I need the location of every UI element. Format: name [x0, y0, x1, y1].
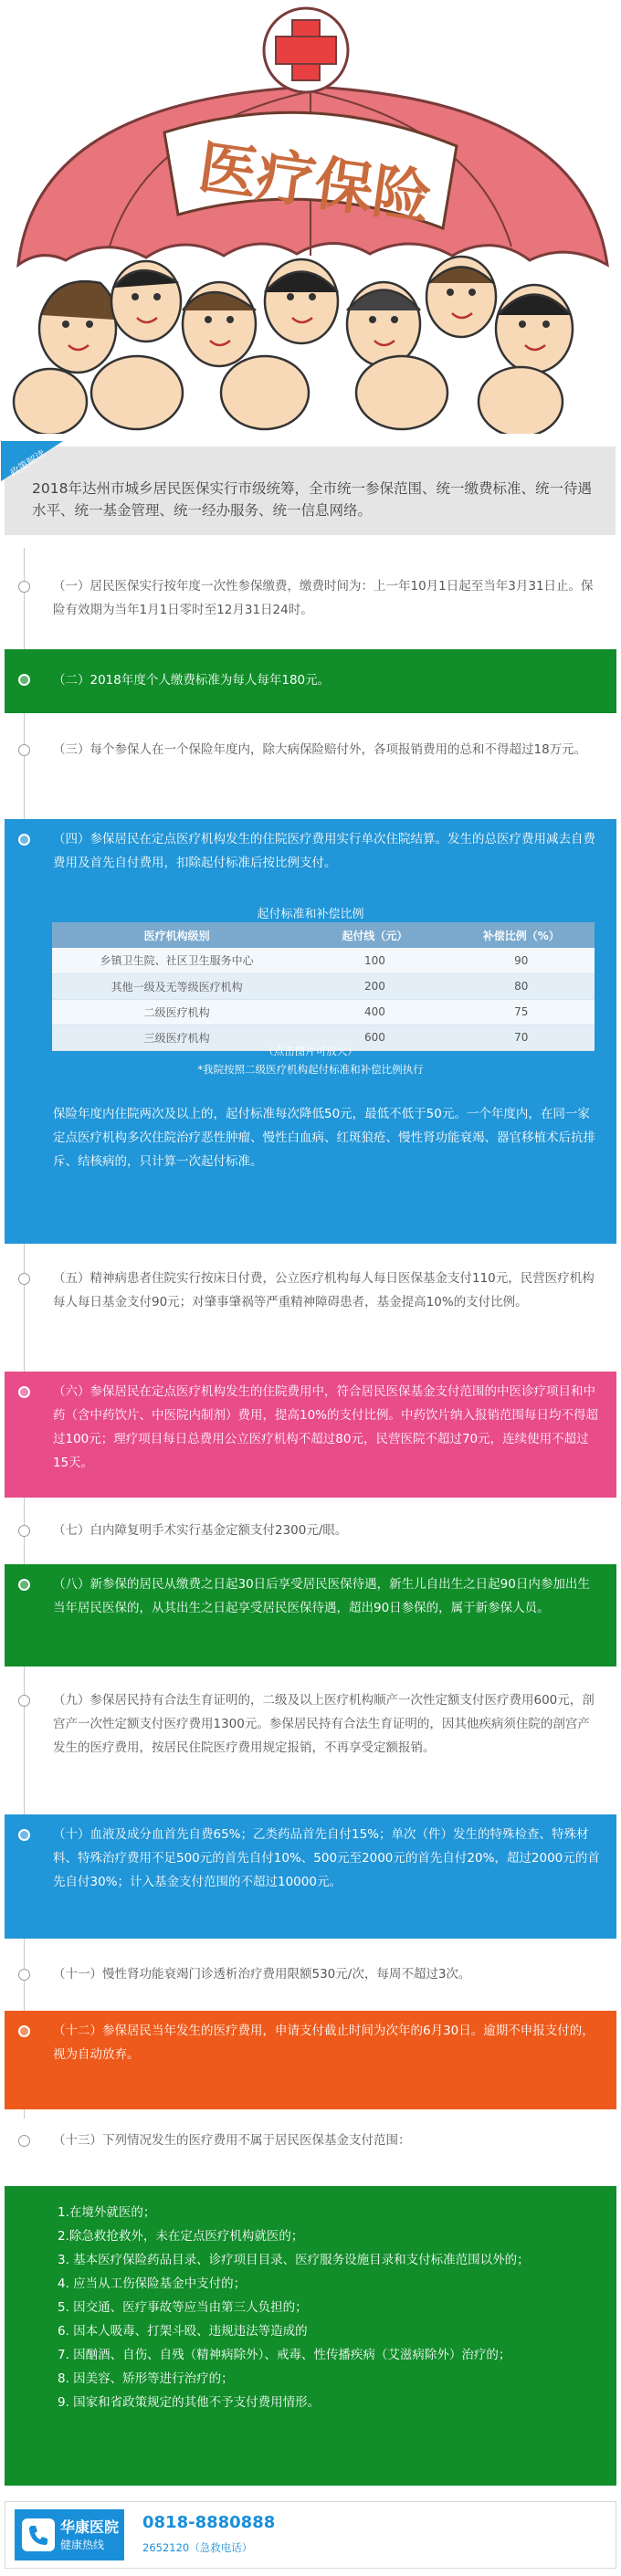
exclusions-list-box	[5, 2186, 616, 2486]
policy-item-text: （八）新参保的居民从缴费之日起30日后享受居民医保待遇，新生儿自出生之日起90日内参加出生当年居民医保的，从其出生之日起享受居民医保待遇，超出90日参保的，属于新参保人员。	[53, 1577, 590, 1615]
insurance-umbrella-illustration	[0, 0, 621, 434]
hero-title: 医疗保险	[194, 132, 436, 234]
policy-item-text: （六）参保居民在定点医疗机构发生的住院费用中，符合居民医保基金支付范围的中医诊疗项目和中药（含中药饮片、中医院内制剂）费用，提高10%的支付比例。中药饮片纳入报销范围每日均不得超过100元；理疗项目每日总费用公立医疗机构不超过80元，民营医院不超过70元，连续使用不超过15天。	[53, 1384, 599, 1470]
intro-text: 2018年达州市城乡居民医保实行市级统筹，全市统一参保范围、统一缴费标准、统一待遇水平、统一基金管理、统一经办服务、统一信息网络。	[32, 480, 592, 519]
table-zoom-note: （点击图片可放大）	[263, 1045, 358, 1057]
timeline-dot	[18, 744, 30, 756]
policy-item-text: （五）精神病患者住院实行按床日付费，公立医疗机构每人每日医保基金支付110元，民营医疗机构每人每日基金支付90元；对肇事肇祸等严重精神障碍患者，基金提高10%的支付比例。	[53, 1271, 595, 1309]
policy-item-6	[5, 1372, 616, 1498]
table-cell: 90	[448, 948, 595, 973]
timeline-dot	[18, 1829, 30, 1841]
table-row	[52, 973, 595, 999]
policy-item-text: （二）2018年度个人缴费标准为每人每年180元。	[53, 673, 331, 688]
hotline-label: 健康热线	[60, 2539, 105, 2551]
list-item: 1.在境外就医的；	[58, 2205, 156, 2220]
policy-item-text: （一）居民医保实行按年度一次性参保缴费，缴费时间为：上一年10月1日起至当年3月31日止。保险有效期为当年1月1日零时至12月31日24时。	[53, 579, 594, 617]
policy-item-2	[5, 649, 616, 713]
table-footnote: *我院按照二级医疗机构起付标准和补偿比例执行	[197, 1063, 424, 1076]
list-item: 3. 基本医疗保险药品目录、诊疗项目目录、医疗服务设施目录和支付标准范围以外的；	[58, 2253, 530, 2267]
policy-item-8	[5, 1564, 616, 1667]
timeline-dot	[18, 2135, 30, 2147]
table-row	[52, 999, 595, 1025]
list-item: 5. 因交通、医疗事故等应当由第三人负担的；	[58, 2300, 308, 2315]
table-cell: 其他一级及无等级医疗机构	[52, 973, 301, 999]
timeline-dot	[18, 2025, 30, 2037]
policy-item-text: （十二）参保居民当年发生的医疗费用，申请支付截止时间为次年的6月30日。逾期不申报支付的，视为自动放弃。	[53, 2024, 595, 2062]
list-item: 4. 应当从工伤保险基金中支付的；	[58, 2276, 247, 2291]
policy-intro	[5, 447, 616, 535]
policy-item-text: （十）血液及成分血首先自费65%；乙类药品首先自付15%；单次（件）发生的特殊检查、特殊材料、特殊治疗费用不足500元的首先自付10%、500元至2000元的首先自付20%，超过2000元的首先自付30%；计入基金支付范围的不超过10000元。	[53, 1827, 600, 1889]
policy-tag-label: 政策解读	[7, 447, 48, 479]
timeline-dot	[18, 1695, 30, 1707]
timeline-dot	[18, 1273, 30, 1285]
policy-item-1	[0, 566, 621, 636]
list-item: 2.除急救抢救外，未在定点医疗机构就医的；	[58, 2229, 304, 2244]
table-cell: 100	[301, 948, 447, 973]
policy-item-followup: 保险年度内住院两次及以上的，起付标准每次降低50元，最低不低于50元。一个年度内，在同一家定点医疗机构多次住院治疗恶性肿瘤、慢性白血病、红斑狼疮、慢性肾功能衰竭、器官移植术后抗排斥、结核病的，只计算一次起付标准。	[53, 1107, 595, 1169]
hero-banner	[0, 0, 621, 434]
hospital-logo[interactable]	[15, 2509, 124, 2560]
timeline-dot	[18, 1579, 30, 1591]
timeline-dot	[18, 1969, 30, 1981]
policy-item-text: （十一）慢性肾功能衰竭门诊透析治疗费用限额530元/次，每周不超过3次。	[53, 1967, 471, 1982]
policy-tag-ribbon	[1, 441, 63, 481]
policy-item-text: （四）参保居民在定点医疗机构发生的住院医疗费用实行单次住院结算。发生的总医疗费用减去自费费用及首先自付费用，扣除起付标准后按比例支付。	[53, 832, 595, 870]
policy-item-5	[0, 1258, 621, 1357]
hotline-number[interactable]: 0818-8880888	[142, 2513, 276, 2532]
policy-item-text: （三）每个参保人在一个保险年度内，除大病保险赔付外，各项报销费用的总和不得超过18万元。	[53, 742, 587, 757]
timeline-dot	[18, 834, 30, 846]
timeline-dot	[18, 674, 30, 686]
policy-item-9	[0, 1680, 621, 1790]
table-header-cell: 起付线（元）	[301, 922, 447, 948]
list-item: 9. 国家和省政策规定的其他不予支付费用情形。	[58, 2395, 321, 2410]
table-row	[52, 948, 595, 973]
policy-item-13	[0, 2120, 621, 2166]
policy-item-text: （九）参保居民持有合法生育证明的，二级及以上医疗机构顺产一次性定额支付医疗费用600元，剖宫产一次性定额支付医疗费用1300元。参保居民持有合法生育证明的，因其他疾病须住院的剖宫产发生的医疗费用，按居民住院医疗费用规定报销，不再享受定额报销。	[53, 1693, 595, 1755]
timeline-dot	[18, 1525, 30, 1537]
table-cell: 80	[448, 973, 595, 999]
list-item: 8. 因美容、矫形等进行治疗的；	[58, 2371, 234, 2386]
emergency-number[interactable]: 2652120（急救电话）	[142, 2541, 253, 2554]
table-cell: 70	[448, 1025, 595, 1050]
policy-item-11	[0, 1954, 621, 2000]
table-header-cell: 补偿比例（%）	[448, 922, 595, 948]
policy-item-text: （七）白内障复明手术实行基金定额支付2300元/眼。	[53, 1523, 348, 1538]
policy-item-text: （十三）下列情况发生的医疗费用不属于居民医保基金支付范围：	[53, 2133, 411, 2148]
table-header-cell: 医疗机构级别	[52, 922, 301, 948]
policy-item-10	[5, 1814, 616, 1939]
table-cell: 75	[448, 999, 595, 1025]
policy-item-3	[0, 730, 621, 803]
table-cell: 乡镇卫生院、社区卫生服务中心	[52, 948, 301, 973]
compensation-table[interactable]	[52, 922, 595, 1051]
table-cell: 二级医疗机构	[52, 999, 301, 1025]
hospital-footer	[5, 2501, 616, 2569]
policy-item-12	[5, 2011, 616, 2109]
table-cell: 600	[301, 1025, 447, 1050]
table-cell: 200	[301, 973, 447, 999]
list-item: 6. 因本人吸毒、打架斗殴、违规违法等造成的	[58, 2324, 308, 2339]
exclusions-list	[58, 2201, 596, 2414]
table-header-row	[52, 922, 595, 948]
policy-item-7	[0, 1510, 621, 1556]
list-item: 7. 因酗酒、自伤、自残（精神病除外）、戒毒、性传播疾病（艾滋病除外）治疗的；	[58, 2348, 511, 2362]
phone-icon	[22, 2518, 55, 2551]
table-cell: 400	[301, 999, 447, 1025]
timeline-dot	[18, 581, 30, 593]
timeline-dot	[18, 1386, 30, 1398]
table-cell: 三级医疗机构	[52, 1025, 301, 1050]
hospital-name: 华康医院	[60, 2518, 120, 2536]
compensation-table-title: 起付标准和补偿比例	[257, 908, 364, 921]
